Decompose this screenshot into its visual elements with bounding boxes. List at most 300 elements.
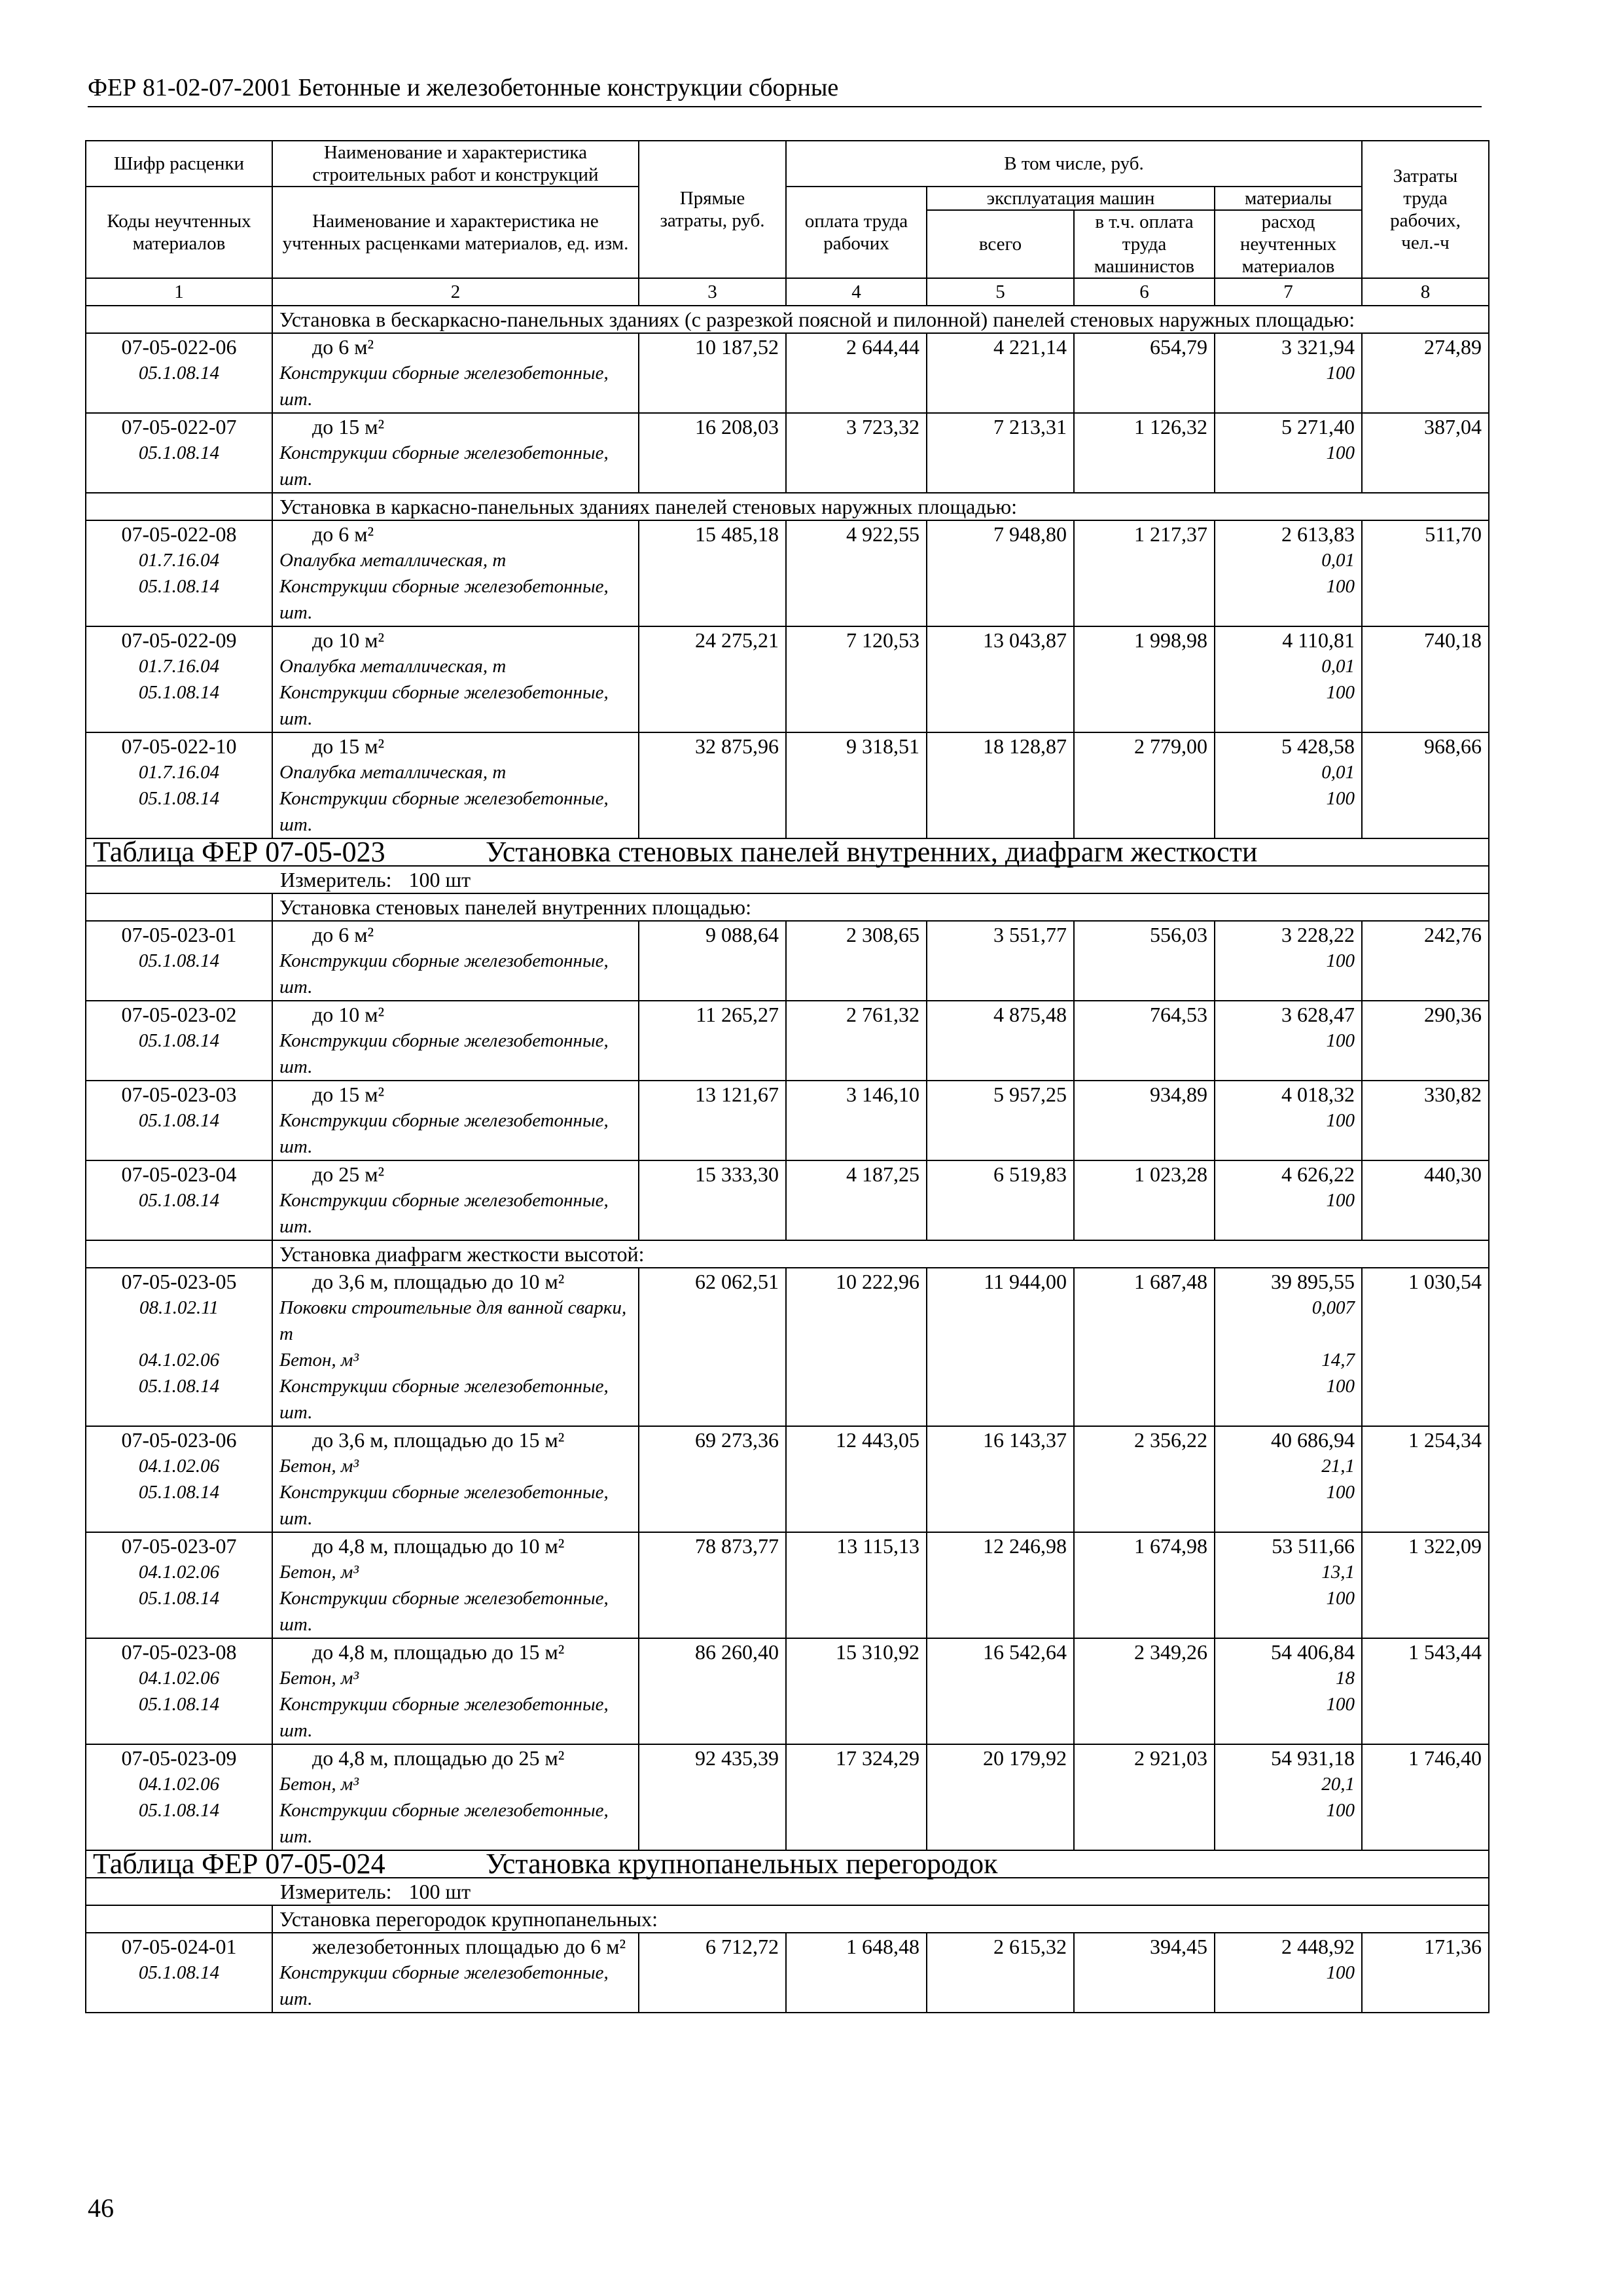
rate-code-cell bbox=[86, 413, 272, 493]
col-codes-unaccounted-header: Коды неучтенных материалов bbox=[86, 187, 272, 278]
measure-value: 100 шт bbox=[408, 868, 471, 891]
direct-cost: 86 260,40 bbox=[639, 1638, 786, 1744]
material-code: 04.1.02.06 bbox=[138, 1456, 220, 1477]
material-code: 05.1.08.14 bbox=[138, 1962, 220, 1983]
col-num: 3 bbox=[639, 278, 786, 306]
rate-code: 07-05-023-02 bbox=[121, 1003, 237, 1026]
direct-cost: 6 712,72 bbox=[639, 1933, 786, 2013]
material-code: 04.1.02.06 bbox=[138, 1350, 220, 1371]
table-row bbox=[86, 921, 1489, 1001]
group-title-spacer bbox=[86, 1905, 272, 1933]
rate-code: 07-05-023-03 bbox=[121, 1083, 237, 1106]
labor-pay: 1 648,48 bbox=[786, 1933, 927, 2013]
labor-pay: 4 187,25 bbox=[786, 1160, 927, 1240]
material-code: 05.1.08.14 bbox=[138, 682, 220, 703]
rate-code-cell bbox=[86, 333, 272, 413]
machines-labor: 1 674,98 bbox=[1074, 1532, 1215, 1638]
material-name: Поковки строительные для ванной сварки, т bbox=[279, 1297, 627, 1344]
material-code: 05.1.08.14 bbox=[138, 576, 220, 597]
material-name: Конструкции сборные железобетонные, шт. bbox=[279, 1376, 609, 1423]
materials-value: 4 110,81 bbox=[1282, 628, 1355, 652]
labor-cost: 330,82 bbox=[1362, 1081, 1489, 1160]
material-code: 08.1.02.11 bbox=[139, 1297, 219, 1318]
rate-name: до 15 м² bbox=[312, 734, 385, 758]
machines-total: 4 875,48 bbox=[927, 1001, 1074, 1081]
materials-value: 5 271,40 bbox=[1281, 415, 1355, 439]
group-title-row bbox=[86, 493, 1489, 520]
table-heading: Установка стеновых панелей внутренних, диафрагм жесткости bbox=[486, 836, 1258, 868]
material-qty: 14,7 bbox=[1321, 1350, 1355, 1371]
col-num: 4 bbox=[786, 278, 927, 306]
group-title-row bbox=[86, 1905, 1489, 1933]
direct-cost: 78 873,77 bbox=[639, 1532, 786, 1638]
material-qty: 100 bbox=[1326, 1110, 1355, 1131]
direct-cost: 15 333,30 bbox=[639, 1160, 786, 1240]
material-qty: 13,1 bbox=[1321, 1562, 1355, 1583]
material-qty: 100 bbox=[1326, 1482, 1355, 1503]
machines-labor: 1 687,48 bbox=[1074, 1268, 1215, 1426]
col-num: 7 bbox=[1215, 278, 1362, 306]
table-row bbox=[86, 1744, 1489, 1850]
rate-name-cell bbox=[272, 1744, 639, 1850]
material-name: Конструкции сборные железобетонные, шт. bbox=[279, 1694, 609, 1741]
rate-code-cell bbox=[86, 1081, 272, 1160]
material-name: Конструкции сборные железобетонные, шт. bbox=[279, 1482, 609, 1529]
materials-cell bbox=[1215, 732, 1362, 838]
material-code: 05.1.08.14 bbox=[138, 1376, 220, 1397]
labor-cost: 274,89 bbox=[1362, 333, 1489, 413]
material-name: Конструкции сборные железобетонные, шт. bbox=[279, 1110, 609, 1157]
material-code: 04.1.02.06 bbox=[138, 1774, 220, 1795]
group-title-row bbox=[86, 306, 1489, 333]
material-qty: 100 bbox=[1326, 1962, 1355, 1983]
materials-value: 54 931,18 bbox=[1271, 1746, 1355, 1770]
direct-cost: 24 275,21 bbox=[639, 626, 786, 732]
rate-name: до 6 м² bbox=[312, 923, 374, 946]
rate-code: 07-05-023-09 bbox=[121, 1746, 237, 1770]
material-name: Конструкции сборные железобетонные, шт. bbox=[279, 950, 609, 997]
material-code: 01.7.16.04 bbox=[138, 762, 220, 783]
direct-cost: 10 187,52 bbox=[639, 333, 786, 413]
materials-cell bbox=[1215, 1426, 1362, 1532]
machines-labor: 2 779,00 bbox=[1074, 732, 1215, 838]
rate-code-cell bbox=[86, 732, 272, 838]
material-qty: 100 bbox=[1326, 1800, 1355, 1821]
rate-name-cell bbox=[272, 1426, 639, 1532]
direct-cost: 9 088,64 bbox=[639, 921, 786, 1001]
materials-cell bbox=[1215, 1001, 1362, 1081]
machines-labor: 1 998,98 bbox=[1074, 626, 1215, 732]
materials-value: 2 613,83 bbox=[1281, 522, 1355, 546]
rate-code-cell bbox=[86, 626, 272, 732]
measure bbox=[86, 1878, 1489, 1905]
rate-code-cell bbox=[86, 921, 272, 1001]
labor-cost: 440,30 bbox=[1362, 1160, 1489, 1240]
material-qty: 0,01 bbox=[1321, 656, 1355, 677]
rate-code-cell bbox=[86, 1744, 272, 1850]
material-name: Бетон, м³ bbox=[279, 1562, 359, 1583]
rate-code-cell bbox=[86, 1160, 272, 1240]
machines-total: 3 551,77 bbox=[927, 921, 1074, 1001]
material-qty: 100 bbox=[1326, 1030, 1355, 1051]
table-label: Таблица ФЕР 07-05-024 bbox=[93, 1848, 385, 1880]
group-title-row bbox=[86, 893, 1489, 921]
measure bbox=[86, 866, 1489, 893]
materials-cell bbox=[1215, 1532, 1362, 1638]
rate-code-cell bbox=[86, 1268, 272, 1426]
labor-pay: 12 443,05 bbox=[786, 1426, 927, 1532]
material-name: Конструкции сборные железобетонные, шт. bbox=[279, 1030, 609, 1077]
material-name: Опалубка металлическая, т bbox=[279, 762, 507, 783]
material-code: 05.1.08.14 bbox=[138, 1694, 220, 1715]
labor-pay: 9 318,51 bbox=[786, 732, 927, 838]
material-qty: 100 bbox=[1326, 1376, 1355, 1397]
table-title bbox=[86, 1850, 1489, 1878]
rate-name: до 6 м² bbox=[312, 522, 374, 546]
labor-pay: 4 922,55 bbox=[786, 520, 927, 626]
direct-cost: 15 485,18 bbox=[639, 520, 786, 626]
rate-code: 07-05-022-06 bbox=[121, 335, 237, 359]
rate-code-cell bbox=[86, 1426, 272, 1532]
rate-name-cell bbox=[272, 1081, 639, 1160]
col-name-unaccounted-header: Наименование и характеристика не учтенных расценками материалов, ед. изм. bbox=[272, 187, 639, 278]
column-numbers-row bbox=[86, 278, 1489, 306]
table-row bbox=[86, 1933, 1489, 2013]
direct-cost: 62 062,51 bbox=[639, 1268, 786, 1426]
group-title: Установка диафрагм жесткости высотой: bbox=[272, 1240, 1489, 1268]
table-row bbox=[86, 1081, 1489, 1160]
material-name: Конструкции сборные железобетонные, шт. bbox=[279, 1800, 609, 1847]
measure-value: 100 шт bbox=[408, 1880, 471, 1903]
machines-total: 20 179,92 bbox=[927, 1744, 1074, 1850]
material-qty: 100 bbox=[1326, 1694, 1355, 1715]
material-qty: 0,007 bbox=[1311, 1297, 1355, 1318]
table-row bbox=[86, 333, 1489, 413]
labor-pay: 10 222,96 bbox=[786, 1268, 927, 1426]
group-title-spacer bbox=[86, 1240, 272, 1268]
rate-code: 07-05-022-10 bbox=[121, 734, 237, 758]
labor-cost: 1 746,40 bbox=[1362, 1744, 1489, 1850]
table-title-row bbox=[86, 1850, 1489, 1878]
material-qty: 100 bbox=[1326, 950, 1355, 971]
material-code: 05.1.08.14 bbox=[138, 1800, 220, 1821]
labor-pay: 15 310,92 bbox=[786, 1638, 927, 1744]
rate-code: 07-05-023-08 bbox=[121, 1640, 237, 1664]
material-name: Конструкции сборные железобетонные, шт. bbox=[279, 442, 609, 490]
machines-total: 12 246,98 bbox=[927, 1532, 1074, 1638]
direct-cost: 16 208,03 bbox=[639, 413, 786, 493]
machines-labor: 2 356,22 bbox=[1074, 1426, 1215, 1532]
col-code-header: Шифр расценки bbox=[86, 141, 272, 187]
rate-name: до 4,8 м, площадью до 15 м² bbox=[312, 1640, 565, 1664]
labor-cost: 511,70 bbox=[1362, 520, 1489, 626]
rate-name: до 25 м² bbox=[312, 1162, 385, 1186]
machines-labor: 1 217,37 bbox=[1074, 520, 1215, 626]
material-code: 05.1.08.14 bbox=[138, 1190, 220, 1211]
rate-name: до 4,8 м, площадью до 10 м² bbox=[312, 1534, 565, 1558]
col-labor-pay-header: оплата труда рабочих bbox=[786, 187, 927, 278]
rate-name: до 10 м² bbox=[312, 1003, 385, 1026]
group-title: Установка в бескаркасно-панельных зданиях (с разрезкой поясной и пилонной) панелей стеновых наружных площадью: bbox=[272, 306, 1489, 333]
machines-total: 6 519,83 bbox=[927, 1160, 1074, 1240]
table-row bbox=[86, 626, 1489, 732]
table-row bbox=[86, 520, 1489, 626]
material-name: Опалубка металлическая, т bbox=[279, 550, 507, 571]
rate-name-cell bbox=[272, 413, 639, 493]
materials-value: 54 406,84 bbox=[1271, 1640, 1355, 1664]
measure-row bbox=[86, 1878, 1489, 1905]
materials-cell bbox=[1215, 921, 1362, 1001]
material-code: 01.7.16.04 bbox=[138, 656, 220, 677]
labor-cost: 290,36 bbox=[1362, 1001, 1489, 1081]
material-qty: 100 bbox=[1326, 363, 1355, 384]
rate-code: 07-05-023-05 bbox=[121, 1270, 237, 1293]
rate-code: 07-05-022-08 bbox=[121, 522, 237, 546]
machines-total: 2 615,32 bbox=[927, 1933, 1074, 2013]
material-qty: 0,01 bbox=[1321, 762, 1355, 783]
materials-cell bbox=[1215, 520, 1362, 626]
col-name-header: Наименование и характеристика строительных работ и конструкций bbox=[272, 141, 639, 187]
material-qty: 20,1 bbox=[1321, 1774, 1355, 1795]
direct-cost: 32 875,96 bbox=[639, 732, 786, 838]
rate-name-cell bbox=[272, 1638, 639, 1744]
rate-name-cell bbox=[272, 333, 639, 413]
table-row bbox=[86, 1268, 1489, 1426]
material-code: 05.1.08.14 bbox=[138, 363, 220, 384]
rate-name: до 4,8 м, площадью до 25 м² bbox=[312, 1746, 565, 1770]
table-row bbox=[86, 1638, 1489, 1744]
rate-code-cell bbox=[86, 1532, 272, 1638]
rate-name: железобетонных площадью до 6 м² bbox=[312, 1935, 626, 1958]
group-title-spacer bbox=[86, 306, 272, 333]
col-num: 5 bbox=[927, 278, 1074, 306]
material-code: 01.7.16.04 bbox=[138, 550, 220, 571]
material-name: Конструкции сборные железобетонные, шт. bbox=[279, 682, 609, 729]
material-name: Бетон, м³ bbox=[279, 1774, 359, 1795]
labor-cost: 1 543,44 bbox=[1362, 1638, 1489, 1744]
labor-pay: 2 644,44 bbox=[786, 333, 927, 413]
rate-name-cell bbox=[272, 1532, 639, 1638]
table-row bbox=[86, 1532, 1489, 1638]
labor-pay: 7 120,53 bbox=[786, 626, 927, 732]
labor-pay: 13 115,13 bbox=[786, 1532, 927, 1638]
rate-code: 07-05-022-07 bbox=[121, 415, 237, 439]
direct-cost: 69 273,36 bbox=[639, 1426, 786, 1532]
material-qty: 100 bbox=[1326, 1190, 1355, 1211]
measure-label: Измеритель: bbox=[280, 868, 392, 891]
material-code: 05.1.08.14 bbox=[138, 1030, 220, 1051]
material-code: 05.1.08.14 bbox=[138, 1482, 220, 1503]
material-code: 05.1.08.14 bbox=[138, 950, 220, 971]
material-qty: 100 bbox=[1326, 682, 1355, 703]
col-machines-header: эксплуатация машин bbox=[927, 187, 1215, 210]
group-title-spacer bbox=[86, 893, 272, 921]
rate-name: до 10 м² bbox=[312, 628, 385, 652]
materials-cell bbox=[1215, 1744, 1362, 1850]
machines-total: 7 948,80 bbox=[927, 520, 1074, 626]
col-direct-header: Прямые затраты, руб. bbox=[639, 141, 786, 278]
group-title: Установка стеновых панелей внутренних площадью: bbox=[272, 893, 1489, 921]
materials-value: 3 321,94 bbox=[1281, 335, 1355, 359]
rate-name: до 6 м² bbox=[312, 335, 374, 359]
rate-name-cell bbox=[272, 732, 639, 838]
machines-labor: 1 126,32 bbox=[1074, 413, 1215, 493]
group-title-spacer bbox=[86, 493, 272, 520]
material-qty: 21,1 bbox=[1321, 1456, 1355, 1477]
machines-labor: 556,03 bbox=[1074, 921, 1215, 1001]
measure-label: Измеритель: bbox=[280, 1880, 392, 1903]
material-code: 05.1.08.14 bbox=[138, 1588, 220, 1609]
material-qty: 0,01 bbox=[1321, 550, 1355, 571]
material-name: Бетон, м³ bbox=[279, 1668, 359, 1689]
materials-cell bbox=[1215, 1160, 1362, 1240]
col-num: 1 bbox=[86, 278, 272, 306]
col-labor-cost-header: Затраты труда рабочих, чел.-ч bbox=[1362, 141, 1489, 278]
material-name: Конструкции сборные железобетонные, шт. bbox=[279, 1588, 609, 1635]
table-title bbox=[86, 838, 1489, 866]
rate-code: 07-05-023-04 bbox=[121, 1162, 237, 1186]
material-name: Конструкции сборные железобетонные, шт. bbox=[279, 1962, 609, 2009]
table-row bbox=[86, 413, 1489, 493]
col-machines-labor-header: в т.ч. оплата труда машинистов bbox=[1074, 210, 1215, 278]
rates-table bbox=[85, 140, 1489, 2013]
rate-code-cell bbox=[86, 1001, 272, 1081]
machines-labor: 934,89 bbox=[1074, 1081, 1215, 1160]
labor-pay: 2 761,32 bbox=[786, 1001, 927, 1081]
rate-name: до 15 м² bbox=[312, 415, 385, 439]
machines-total: 11 944,00 bbox=[927, 1268, 1074, 1426]
col-num: 8 bbox=[1362, 278, 1489, 306]
rate-name-cell bbox=[272, 520, 639, 626]
labor-cost: 1 030,54 bbox=[1362, 1268, 1489, 1426]
rate-name-cell bbox=[272, 1268, 639, 1426]
group-title: Установка в каркасно-панельных зданиях панелей стеновых наружных площадью: bbox=[272, 493, 1489, 520]
material-name: Бетон, м³ bbox=[279, 1456, 359, 1477]
col-machines-total-header: всего bbox=[927, 210, 1074, 278]
rate-code: 07-05-023-07 bbox=[121, 1534, 237, 1558]
material-code: 05.1.08.14 bbox=[138, 788, 220, 809]
direct-cost: 13 121,67 bbox=[639, 1081, 786, 1160]
rate-code-cell bbox=[86, 1638, 272, 1744]
material-name: Конструкции сборные железобетонные, шт. bbox=[279, 576, 609, 623]
col-num: 6 bbox=[1074, 278, 1215, 306]
rate-name: до 3,6 м, площадью до 10 м² bbox=[312, 1270, 565, 1293]
machines-total: 16 542,64 bbox=[927, 1638, 1074, 1744]
materials-value: 2 448,92 bbox=[1281, 1935, 1355, 1958]
machines-total: 16 143,37 bbox=[927, 1426, 1074, 1532]
machines-total: 5 957,25 bbox=[927, 1081, 1074, 1160]
rate-code-cell bbox=[86, 520, 272, 626]
machines-total: 13 043,87 bbox=[927, 626, 1074, 732]
direct-cost: 92 435,39 bbox=[639, 1744, 786, 1850]
materials-cell bbox=[1215, 1081, 1362, 1160]
materials-value: 5 428,58 bbox=[1281, 734, 1355, 758]
table-label: Таблица ФЕР 07-05-023 bbox=[93, 836, 385, 868]
table-row bbox=[86, 1426, 1489, 1532]
material-name: Опалубка металлическая, т bbox=[279, 656, 507, 677]
labor-cost: 740,18 bbox=[1362, 626, 1489, 732]
materials-value: 3 628,47 bbox=[1281, 1003, 1355, 1026]
table-row bbox=[86, 732, 1489, 838]
materials-value: 4 018,32 bbox=[1281, 1083, 1355, 1106]
materials-cell bbox=[1215, 333, 1362, 413]
rate-code: 07-05-024-01 bbox=[121, 1935, 237, 1958]
rate-name-cell bbox=[272, 921, 639, 1001]
labor-pay: 2 308,65 bbox=[786, 921, 927, 1001]
labor-pay: 3 723,32 bbox=[786, 413, 927, 493]
labor-cost: 1 322,09 bbox=[1362, 1532, 1489, 1638]
labor-cost: 1 254,34 bbox=[1362, 1426, 1489, 1532]
material-qty: 100 bbox=[1326, 442, 1355, 463]
direct-cost: 11 265,27 bbox=[639, 1001, 786, 1081]
materials-cell bbox=[1215, 1933, 1362, 2013]
material-name: Конструкции сборные железобетонные, шт. bbox=[279, 363, 609, 410]
material-name: Конструкции сборные железобетонные, шт. bbox=[279, 1190, 609, 1237]
machines-labor: 654,79 bbox=[1074, 333, 1215, 413]
machines-total: 18 128,87 bbox=[927, 732, 1074, 838]
measure-row bbox=[86, 866, 1489, 893]
machines-labor: 2 921,03 bbox=[1074, 1744, 1215, 1850]
materials-cell bbox=[1215, 1268, 1362, 1426]
machines-labor: 2 349,26 bbox=[1074, 1638, 1215, 1744]
rate-name: до 15 м² bbox=[312, 1083, 385, 1106]
labor-pay: 3 146,10 bbox=[786, 1081, 927, 1160]
page-number: 46 bbox=[88, 2193, 114, 2223]
labor-pay: 17 324,29 bbox=[786, 1744, 927, 1850]
col-incl-header: В том числе, руб. bbox=[786, 141, 1362, 187]
materials-value: 4 626,22 bbox=[1281, 1162, 1355, 1186]
materials-value: 53 511,66 bbox=[1272, 1534, 1355, 1558]
labor-cost: 387,04 bbox=[1362, 413, 1489, 493]
materials-cell bbox=[1215, 413, 1362, 493]
rate-name: до 3,6 м, площадью до 15 м² bbox=[312, 1428, 565, 1452]
material-qty: 100 bbox=[1326, 788, 1355, 809]
material-code: 05.1.08.14 bbox=[138, 1110, 220, 1131]
rate-name-cell bbox=[272, 1001, 639, 1081]
machines-total: 7 213,31 bbox=[927, 413, 1074, 493]
rate-name-cell bbox=[272, 1933, 639, 2013]
rate-code: 07-05-023-06 bbox=[121, 1428, 237, 1452]
group-title-row bbox=[86, 1240, 1489, 1268]
materials-cell bbox=[1215, 626, 1362, 732]
labor-cost: 968,66 bbox=[1362, 732, 1489, 838]
material-code: 05.1.08.14 bbox=[138, 442, 220, 463]
material-name: Бетон, м³ bbox=[279, 1350, 359, 1371]
material-name: Конструкции сборные железобетонные, шт. bbox=[279, 788, 609, 835]
table-heading: Установка крупнопанельных перегородок bbox=[486, 1848, 998, 1880]
rate-code-cell bbox=[86, 1933, 272, 2013]
page-header: ФЕР 81-02-07-2001 Бетонные и железобетонные конструкции сборные bbox=[88, 73, 1482, 107]
machines-labor: 764,53 bbox=[1074, 1001, 1215, 1081]
materials-cell bbox=[1215, 1638, 1362, 1744]
rate-name-cell bbox=[272, 1160, 639, 1240]
material-qty: 100 bbox=[1326, 1588, 1355, 1609]
material-qty: 18 bbox=[1336, 1668, 1355, 1689]
table-row bbox=[86, 1001, 1489, 1081]
table-title-row bbox=[86, 838, 1489, 866]
col-materials-sub-header: расход неучтенных материалов bbox=[1215, 210, 1362, 278]
machines-labor: 394,45 bbox=[1074, 1933, 1215, 2013]
materials-value: 40 686,94 bbox=[1271, 1428, 1355, 1452]
group-title: Установка перегородок крупнопанельных: bbox=[272, 1905, 1489, 1933]
rate-code: 07-05-022-09 bbox=[121, 628, 237, 652]
col-materials-header: материалы bbox=[1215, 187, 1362, 210]
material-code: 04.1.02.06 bbox=[138, 1668, 220, 1689]
labor-cost: 242,76 bbox=[1362, 921, 1489, 1001]
material-qty: 100 bbox=[1326, 576, 1355, 597]
materials-value: 39 895,55 bbox=[1271, 1270, 1355, 1293]
material-code: 04.1.02.06 bbox=[138, 1562, 220, 1583]
